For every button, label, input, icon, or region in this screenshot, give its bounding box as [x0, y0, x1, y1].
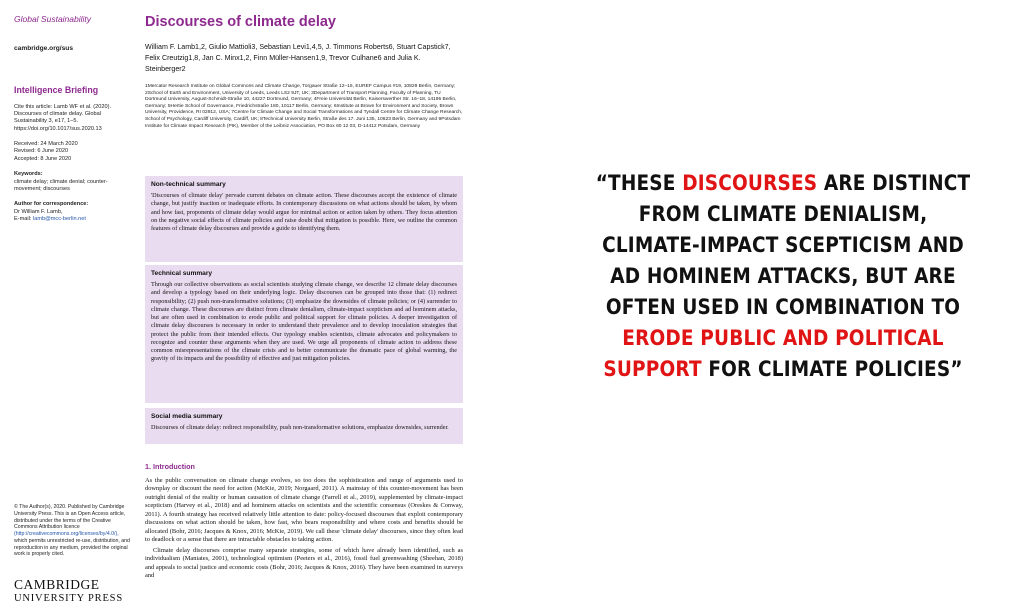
technical-text: Through our collective observations as social scientists studying climate change, we describe 12 climate delay discourses and develop a typology based on their underlying logic. Delay discourses can be grouped into those that: (1) redirect responsibility; (2) push non-transformative solutions; (3) emphasize the downsides of climate policies; or (4) surrender to climate change. These discourses are distinct from climate denialism, climate-impact scepticism and ad hominem attacks, but are often used in combination to erode public and political support for climate policies. A deeper investigation of climate delay discourses is necessary in order to understand their prevalence and to develop inoculation strategies that protect the public from their intended effects. Our typology enables scientists, climate advocates and policymakers to recognize and counter these arguments when they are used. We urge all proponents of climate action to address these common misrepresentations of the climate crisis and to better communicate the dramatic pace of global warming, the gravity of its impacts and the possibility of effective and just mitigation policies. — [151, 281, 457, 363]
technical-heading: Technical summary — [151, 270, 213, 277]
paper-page-image — [0, 0, 476, 616]
correspondence-label: Author for correspondence: — [14, 201, 89, 208]
copyright-text: © The Author(s), 2020. Published by Cambridge University Press. This is an Open Access article, distributed under the terms of the Creative Commons Attribution licence — [14, 504, 126, 531]
section-label: Intelligence Briefing — [14, 84, 99, 95]
social-media-heading: Social media summary — [151, 413, 223, 420]
date-accepted: Accepted: 8 June 2020 — [14, 155, 72, 162]
date-revised: Revised: 6 June 2020 — [14, 148, 69, 155]
quote-middle: ARE DISTINCT FROM CLIMATE DENIALISM, CLIMATE-IMPACT SCEPTICISM AND AD HOMINEM ATTACKS, BUT ARE OFTEN USED IN COMBINATION TO — [602, 171, 971, 320]
cambridge-logo — [14, 578, 123, 604]
publisher-line1: CAMBRIDGE — [14, 577, 100, 592]
journal-site: cambridge.org/sus — [14, 45, 73, 53]
non-technical-heading: Non-technical summary — [151, 181, 226, 188]
author-list: William F. Lamb1,2, Giulio Mattioli3, Sebastian Levi1,4,5, J. Timmons Roberts6, Stuart Capstick7, Felix Creutzig1,8, Jan C. Minx1,2, Finn Müller-Hansen1,9, Trevor Culhane6 and Julia K. Steinberger2 — [145, 43, 451, 73]
keywords-text: climate delay; climate denial; counter-movement; discourses — [14, 178, 108, 192]
introduction-heading: 1. Introduction — [145, 462, 195, 471]
introduction-section — [145, 462, 463, 582]
publisher-line2: UNIVERSITY PRESS — [14, 592, 123, 604]
correspondence-email-row — [14, 216, 132, 223]
keywords-label: Keywords: — [14, 171, 43, 178]
copyright-tail: which permits unrestricted re-use, distribution, and reproduction in any medium, provided the original work is properly cited. — [14, 537, 130, 558]
journal-name: Global Sustainability — [14, 14, 92, 24]
technical-summary-box — [145, 265, 463, 403]
email-label: E-mail: — [14, 216, 33, 223]
quote-close: FOR CLIMATE POLICIES” — [701, 357, 963, 382]
copyright-notice — [14, 504, 132, 558]
licence-link[interactable]: (http://creativecommons.org/licenses/by/4.0/), — [14, 531, 119, 537]
non-technical-text: 'Discourses of climate delay' pervade current debates on climate action. These discourses accept the existence of climate change, but justify inaction or inadequate efforts. In contemporary discussions on what actions should be taken, by whom and how fast, proponents of climate delay would argue for minimal action or action taken by others. They focus attention on the negative social effects of climate policies and raise doubt that mitigation is possible. Here, we outline the common features of climate delay discourses and provide a guide to identifying them. — [151, 192, 457, 232]
correspondence-name: Dr William F. Lamb, — [14, 208, 63, 215]
correspondence — [14, 201, 132, 223]
affiliations: 1Mercator Research Institute on Global Commons and Climate Change, Torgauer Straße 12–15, EUREF Campus #19, 10829 Berlin, Germany; 2School of Earth and Environment, University of Leeds, Leeds LS2 9JT, UK; 3Department of Transport Planning, Faculty of Planning, TU Dortmund University, August-Schmidt-Straße 10, 44227 Dortmund, Germany; 4Freie Universität Berlin, Kaiserswerther Str. 16–18, 14195 Berlin, Germany; 5Hertie School of Governance, Friedrichstraße 180, 10117 Berlin, Germany; 6Institute at Brown for Environment and Society, Brown University, Providence, RI 02912, USA; 7Centre for Climate Change and Social Transformations and Tyndall Centre for Climate Change Research, School of Psychology, Cardiff University, Cardiff, UK; 8Technical University Berlin, Straße des 17. Juni 135, 10623 Berlin, Germany and 9Potsdam Institute for Climate Impact Research (PIK), Member of the Leibniz Association, PO Box 60 12 03, D-14412 Potsdam, Germany — [145, 83, 463, 129]
social-media-text: Discourses of climate delay: redirect responsibility, push non-transformative solutions, emphasize downsides, surrender. — [151, 424, 449, 431]
social-media-summary-box — [145, 408, 463, 444]
quote-highlight-erode-support: ERODE PUBLIC AND POLITICAL SUPPORT — [603, 326, 944, 382]
quote-open: “THESE — [595, 171, 683, 196]
paper-title: Discourses of climate delay — [145, 14, 336, 30]
non-technical-summary-box — [145, 176, 463, 262]
pull-quote — [590, 168, 977, 385]
email-link[interactable]: lamb@mcc-berlin.net — [32, 216, 86, 223]
citation: Cite this article: Lamb WF et al. (2020). Discourses of climate delay. Global Sustainability 3, e17, 1–5. https://doi.org/10.1017/sus.2020.13 — [14, 103, 111, 132]
paper-sidebar — [14, 14, 132, 223]
quote-highlight-discourses: DISCOURSES — [682, 171, 818, 196]
paper-header — [145, 14, 463, 130]
introduction-paragraph-1: As the public conversation on climate change evolves, so too does the sophistication and range of arguments used to downplay or discount the need for action (McKie, 2019; Norgaard, 2011). A mainstay of this counter-movement has been outright denial of the reality or human causation of climate change (Farrell et al., 2019), supplemented by climate-impact scepticism (Harvey et al., 2018) and ad hominem attacks on scientists and the scientific consensus (Oreskes & Conway, 2011). A fourth strategy has received relatively little attention to date: policy-focused discourses that exploit contemporary discussions on what action should be taken, how fast, who bears responsibility and where costs and benefits should be allocated (Bohr, 2016; Jacques & Knox, 2016; McKie, 2019). We call these 'climate delay' discourses, since they often lead to deadlock or a sense that there are intractable obstacles to taking action. — [145, 477, 463, 544]
dates — [14, 141, 132, 163]
keywords — [14, 171, 132, 193]
introduction-paragraph-2: Climate delay discourses comprise many separate strategies, some of which have already been identified, such as individualism (Maniates, 2001), technological optimism (Peeters et al., 2016), fossil fuel greenwashing (Sheehan, 2018) and appeals to social justice and economic costs (Bohr, 2016; Jacques & Knox, 2016). They have been examined in surveys and — [145, 546, 463, 579]
date-received: Received: 24 March 2020 — [14, 141, 78, 148]
